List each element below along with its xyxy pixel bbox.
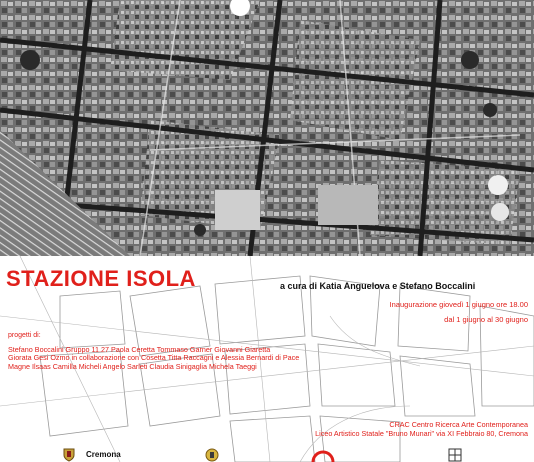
exhibition-title: STAZIONE ISOLA	[6, 266, 196, 291]
dates-block	[390, 297, 528, 327]
authors-line: Stefano Boccalini Gruppo 11.27 Paola Ceretta Tommaso Garner Giovanni Giaretta	[8, 345, 271, 354]
coat-of-arms-icon	[204, 448, 220, 462]
authors-line: Magne Ilsaas Camilla Micheli Angelo Sarleti Claudia Sinigaglia Michela Taeggi	[8, 361, 257, 371]
period-text: dal 1 giugno al 30 giugno	[444, 315, 528, 324]
crest-icon	[62, 448, 76, 462]
curators-line: a cura di Katia Anguelova e Stefano Boccalini	[280, 281, 476, 291]
venue-block	[315, 420, 528, 438]
city-label: Cremona	[86, 450, 121, 459]
venue-name: CRAC Centro Ricerca Arte Contemporanea	[389, 420, 528, 429]
authors-list	[8, 346, 398, 371]
projects-label: progetti di:	[8, 332, 41, 339]
school-logo-icon	[448, 448, 462, 462]
authors-line: Giorata Gesi Ozmo in collaborazione con Cosetta Titta Raccagni e Alessia Bernardi di Pace	[8, 353, 300, 363]
venue-address: Liceo Artistico Statale "Bruno Munari" via XI Febbraio 80, Cremona	[315, 429, 528, 438]
inauguration-text: Inaugurazione giovedì 1 giugno ore 18.00	[389, 300, 528, 309]
